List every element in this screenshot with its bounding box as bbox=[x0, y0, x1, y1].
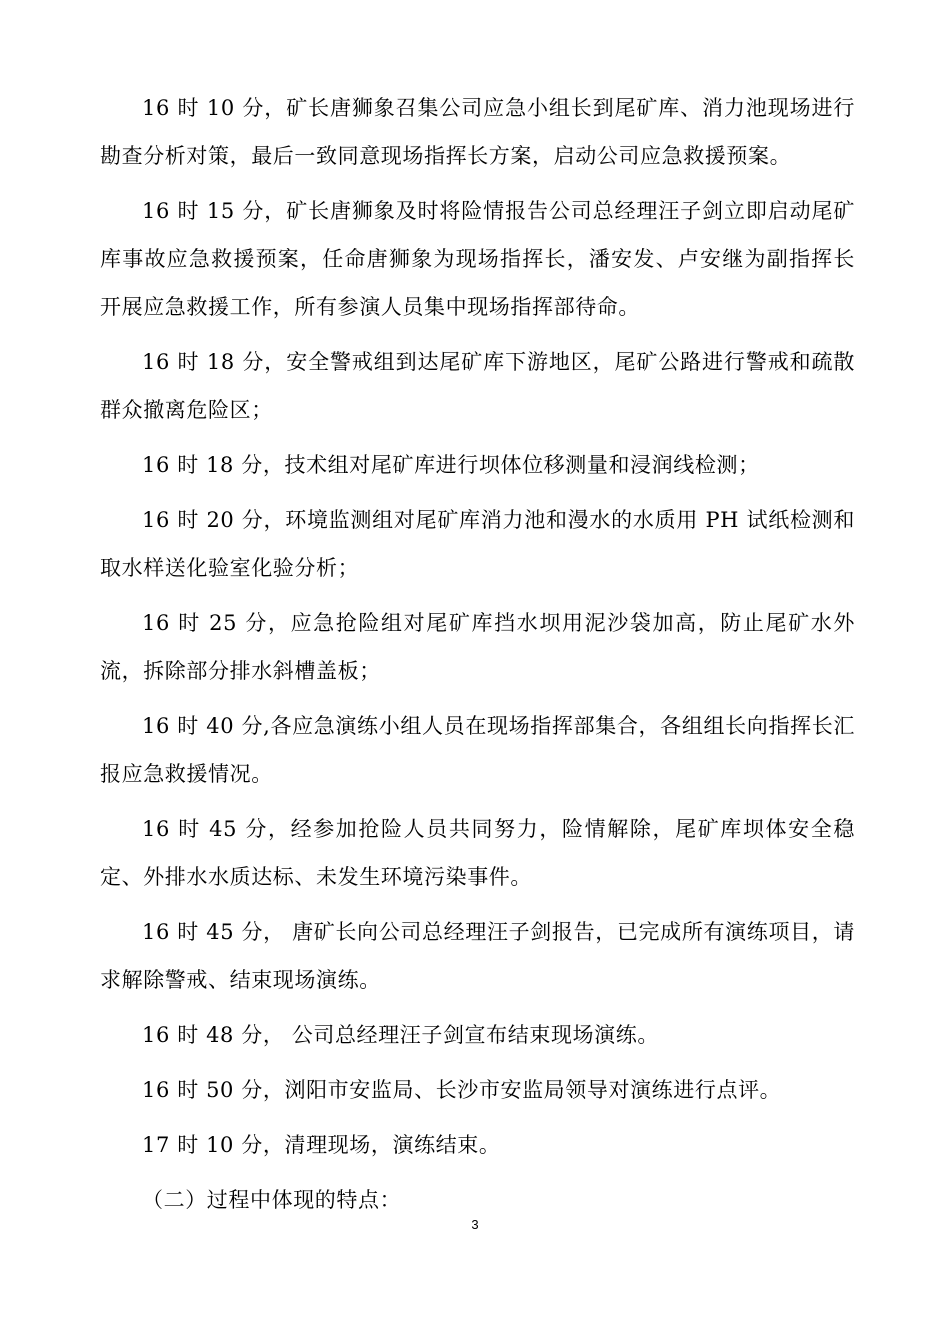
section-heading: （二）过程中体现的特点： bbox=[142, 1188, 402, 1212]
page-number: 3 bbox=[471, 1217, 479, 1232]
paragraph-1610: 16 时 10 分，矿长唐狮象召集公司应急小组长到尾矿库、消力池现场进行勘查分析对策，最后一致同意现场指挥长方案，启动公司应急救援预案。 bbox=[100, 96, 855, 168]
document-body bbox=[100, 84, 855, 1231]
paragraph-1645-report: 16 时 45 分， 唐矿长向公司总经理汪子剑报告，已完成所有演练项目，请求解除警戒、结束现场演练。 bbox=[100, 920, 855, 992]
paragraph-1645-resolved: 16 时 45 分，经参加抢险人员共同努力，险情解除，尾矿库坝体安全稳定、外排水水质达标、未发生环境污染事件。 bbox=[100, 817, 855, 889]
paragraph-1620: 16 时 20 分，环境监测组对尾矿库消力池和漫水的水质用 PH 试纸检测和取水样送化验室化验分析； bbox=[100, 508, 855, 580]
paragraph-1710: 17 时 10 分，清理现场，演练结束。 bbox=[142, 1133, 501, 1157]
paragraph-1650: 16 时 50 分，浏阳市安监局、长沙市安监局领导对演练进行点评。 bbox=[142, 1078, 782, 1102]
paragraph-1640: 16 时 40 分,各应急演练小组人员在现场指挥部集合，各组组长向指挥长汇报应急救援情况。 bbox=[100, 714, 855, 786]
paragraph-1625: 16 时 25 分，应急抢险组对尾矿库挡水坝用泥沙袋加高，防止尾矿水外流，拆除部分排水斜槽盖板； bbox=[100, 611, 855, 683]
paragraph-1615: 16 时 15 分，矿长唐狮象及时将险情报告公司总经理汪子剑立即启动尾矿库事故应急救援预案，任命唐狮象为现场指挥长，潘安发、卢安继为副指挥长开展应急救援工作，所有参演人员集中现场指挥部待命。 bbox=[100, 199, 855, 319]
paragraph-1618-technical: 16 时 18 分，技术组对尾矿库进行坝体位移测量和浸润线检测； bbox=[142, 453, 760, 477]
paragraph-1618-security: 16 时 18 分，安全警戒组到达尾矿库下游地区，尾矿公路进行警戒和疏散群众撤离危险区； bbox=[100, 350, 855, 422]
paragraph-1648: 16 时 48 分， 公司总经理汪子剑宣布结束现场演练。 bbox=[142, 1023, 659, 1047]
